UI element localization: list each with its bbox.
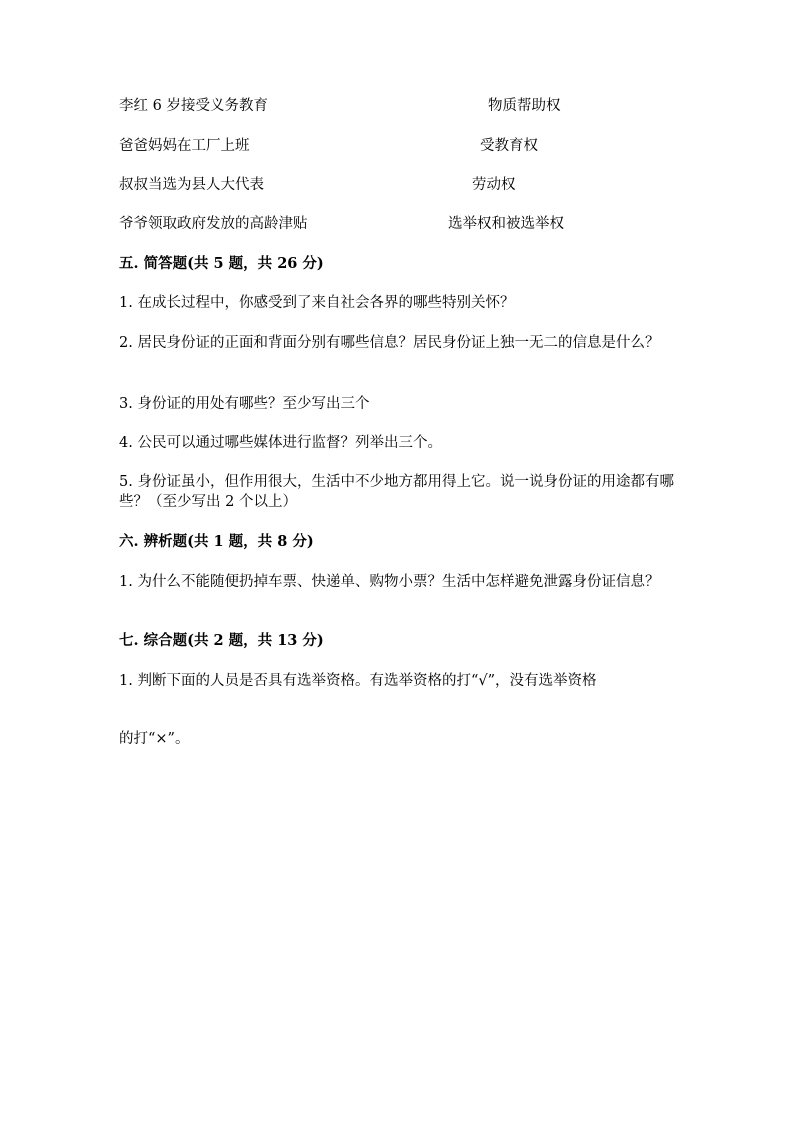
section6-question-1: 1. 为什么不能随便扔掉车票、快递单、购物小票？生活中怎样避免泄露身份证信息？ [119, 574, 660, 590]
matching-right-2: 受教育权 [480, 138, 538, 154]
section7-question-1-line2: 的打“×”。 [119, 731, 190, 747]
section5-question-4: 4. 公民可以通过哪些媒体进行监督？列举出三个。 [119, 435, 442, 451]
section5-heading: 五. 简答题(共 5 题，共 26 分) [119, 255, 324, 272]
matching-right-4: 选举权和被选举权 [448, 216, 564, 232]
section5-question-2: 2. 居民身份证的正面和背面分别有哪些信息？居民身份证上独一无二的信息是什么？ [119, 335, 660, 351]
matching-left-1: 李红 6 岁接受义务教育 [119, 98, 268, 114]
matching-right-1: 物质帮助权 [488, 98, 561, 114]
matching-left-3: 叔叔当选为县人大代表 [119, 177, 264, 193]
section5-question-5: 5. 身份证虽小，但作用很大，生活中不少地方都用得上它。说一说身份证的用途都有哪些？（至少写出 2 个以上） [119, 474, 674, 510]
section5-question-3: 3. 身份证的用处有哪些？至少写出三个 [119, 396, 370, 412]
section6-heading: 六. 辨析题(共 1 题，共 8 分) [119, 533, 314, 550]
section7-heading: 七. 综合题(共 2 题，共 13 分) [119, 632, 324, 649]
section7-question-1-line1: 1. 判断下面的人员是否具有选举资格。有选举资格的打“√”，没有选举资格 [119, 673, 597, 689]
section5-question-1: 1. 在成长过程中，你感受到了来自社会各界的哪些特别关怀？ [119, 295, 515, 311]
matching-left-2: 爸爸妈妈在工厂上班 [119, 138, 250, 154]
matching-right-3: 劳动权 [472, 177, 516, 193]
matching-left-4: 爷爷领取政府发放的高龄津贴 [119, 216, 308, 232]
